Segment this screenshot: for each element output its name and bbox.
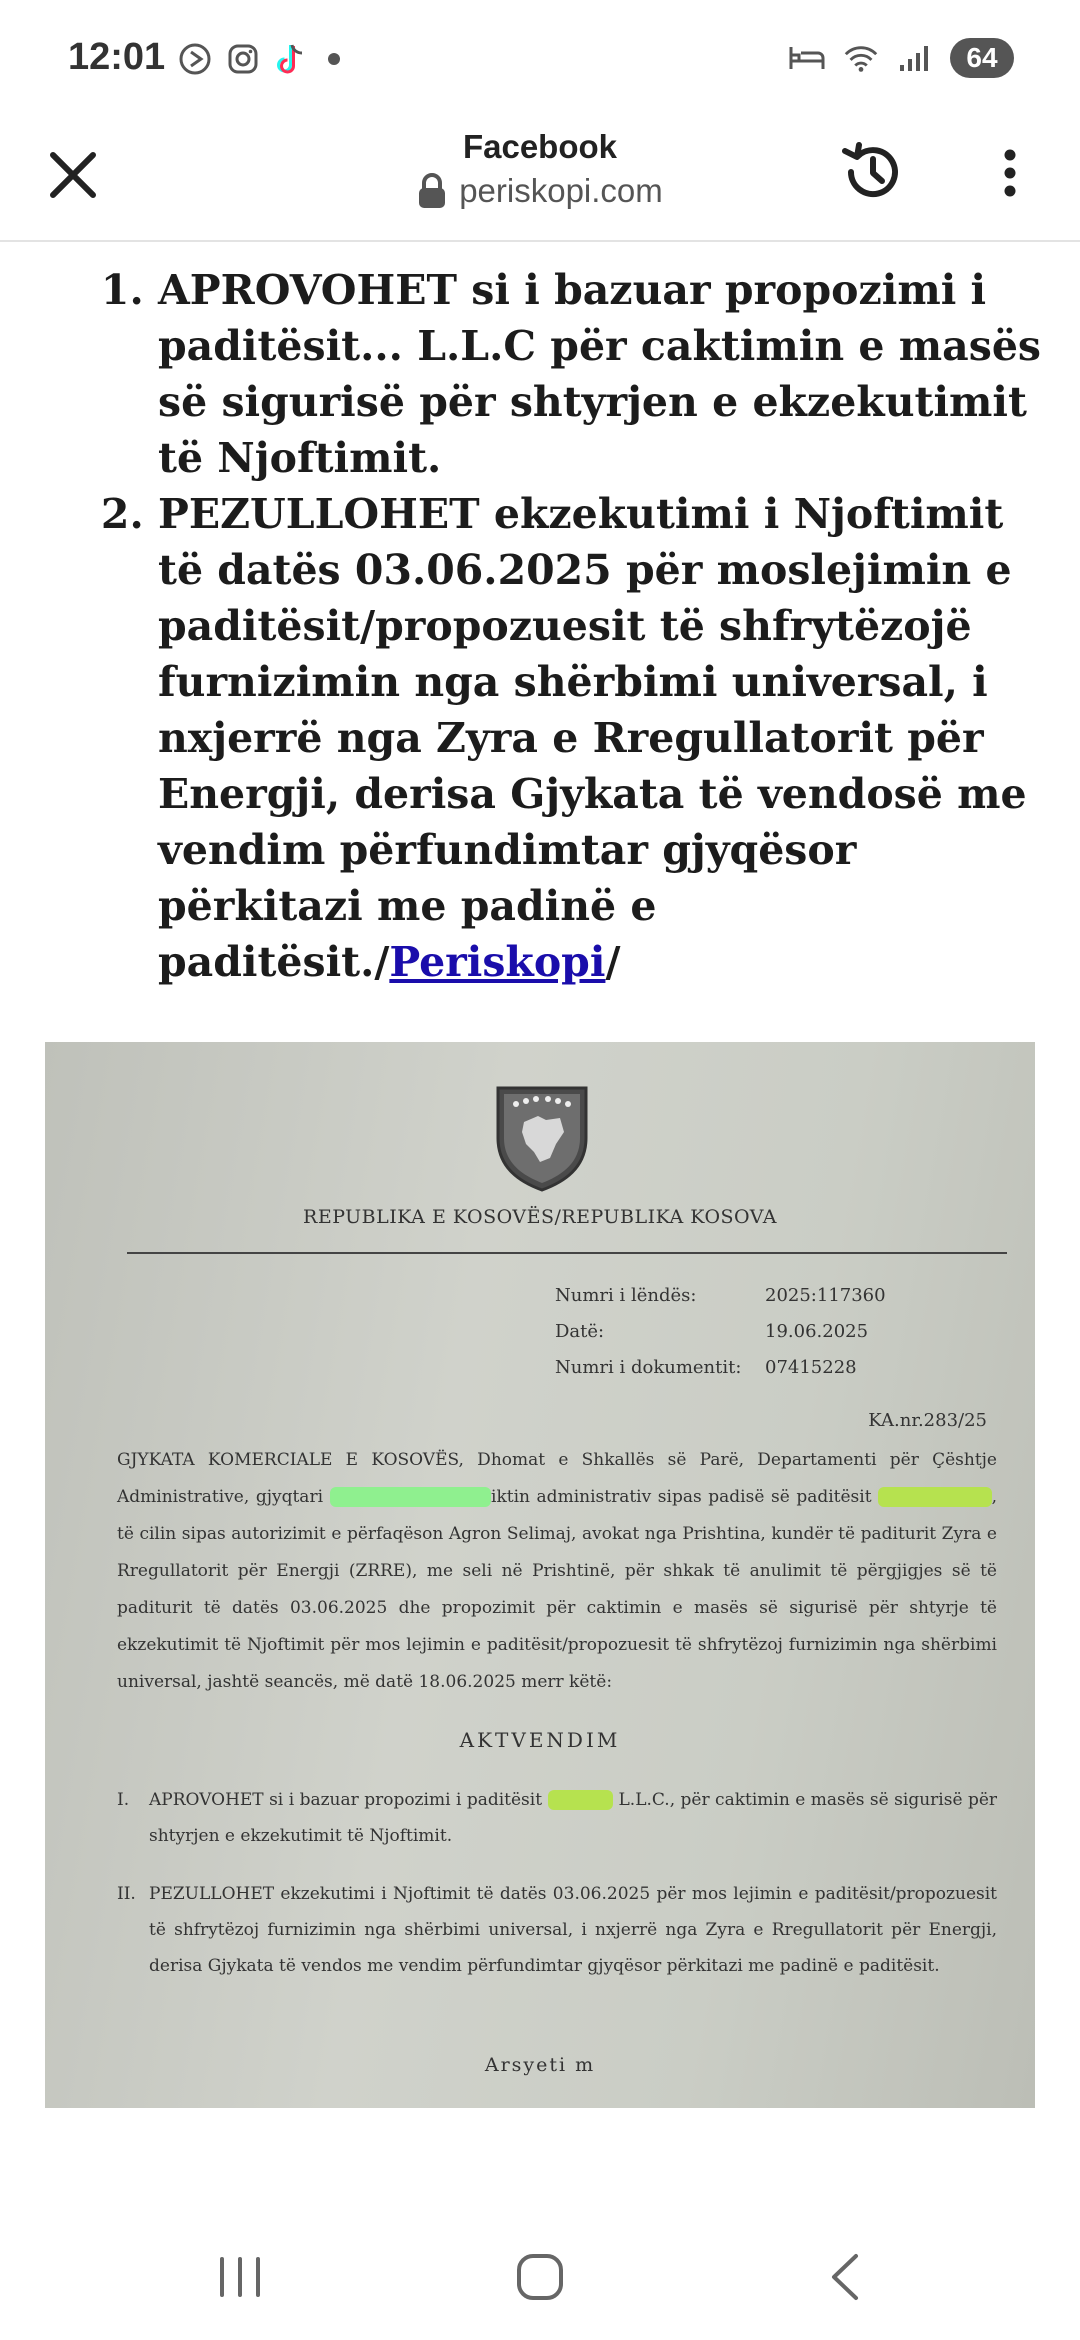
redaction-highlight: [330, 1487, 491, 1507]
close-button[interactable]: [40, 142, 106, 208]
document-paragraph: GJYKATA KOMERCIALE E KOSOVËS, Dhomat e Shkallës së Parë, Departamenti për Çështje Administrative, gjyqtari iktin administrativ sipas padisë së paditësit , të cilin sipas autorizimit e përfaqëson Agron Selimaj, avokat nga Prishtina, kundër të paditurit Zyra e Rregullatorit për Energji (ZRRE), me seli në Prishtinë, për shkak të anulimit të përgjigjes së të paditurit të datës 03.06.2025 dhe propozimit për caktimin e masës së sigurisë për shtyrje të ekzekutimit të Njoftimit për mos lejimin e paditësit/propozuesit të shfrytëzoj furnizimin nga shërbimi universal, jashtë seancës, më datë 18.06.2025 merr këtë:: [117, 1450, 998, 1692]
article-content: [0, 262, 1080, 990]
meta-row: Numri i dokumentit: 07415228: [555, 1357, 857, 1378]
case-number: KA.nr.283/25: [868, 1410, 987, 1431]
status-bar: [0, 0, 1080, 122]
navigation-bar: [0, 2220, 1080, 2340]
back-icon: [826, 2252, 862, 2302]
status-time: 12:01: [68, 36, 166, 78]
list-item: 1. APROVOHET si i bazuar propozimi i paditësit... L.L.C për caktimin e masës së sigurisë për shtyrjen e ekzekutimit të Njoftimit.: [158, 262, 1050, 486]
reasoning-heading: Arsyeti m: [484, 2054, 596, 2076]
redaction-highlight: [878, 1487, 991, 1507]
browser-header: [0, 122, 1080, 242]
document-photo[interactable]: [45, 1042, 1035, 2108]
wifi-icon: [842, 39, 880, 77]
bed-icon: [788, 39, 826, 77]
republic-header: REPUBLIKA E KOSOVËS/REPUBLIKA KOSOVA: [303, 1206, 777, 1228]
dot-icon: [328, 53, 340, 65]
status-icons-right: [788, 38, 1014, 78]
document-inner: [45, 1042, 1035, 2108]
close-icon: [47, 149, 99, 201]
title-wrap: [300, 128, 780, 210]
play-circle-icon: [176, 40, 214, 78]
more-vertical-icon: [1003, 148, 1017, 198]
list-item: 2. PEZULLOHET ekzekutimi i Njoftimit të datës 03.06.2025 për moslejimin e paditësit/propozuesit të shfrytëzojë furnizimin nga shërbimi universal, i nxjerrë nga Zyra e Rregullatorit për Energji, derisa Gjykata të vendosë me vendim përfundimtar gjyqësor përkitazi me padinë e paditësit./Periskopi/: [158, 486, 1050, 990]
signal-icon: [896, 39, 934, 77]
home-button[interactable]: [500, 2242, 580, 2312]
redaction-highlight: [548, 1790, 614, 1810]
history-icon: [837, 137, 907, 207]
article-list: [0, 262, 1080, 990]
ruling-heading: AKTVENDIM: [459, 1728, 621, 1752]
instagram-icon: [224, 40, 262, 78]
case-meta: [555, 1278, 886, 1386]
recent-apps-icon: [216, 2255, 264, 2299]
status-icons-left: [176, 40, 340, 78]
back-button[interactable]: [804, 2242, 884, 2312]
url-text: periskopi.com: [459, 172, 663, 209]
periskopi-link[interactable]: Periskopi: [389, 938, 606, 986]
meta-row: Numri i lëndës: 2025:117360: [555, 1285, 886, 1306]
battery-icon: 64: [950, 38, 1014, 78]
page-title: Facebook: [462, 128, 618, 165]
more-options-button[interactable]: [990, 138, 1030, 208]
ruling-item-2: II. PEZULLOHET ekzekutimi i Njoftimit të datës 03.06.2025 për mos lejimin e paditësit/propozuesit të shfrytëzoj furnizimin nga shërbimi universal, i nxjerrë nga Zyra e Rregullatorit për Energji, derisa Gjykata të vendos me vendim përfundimtar gjyqësor përkitazi me padinë e paditësit.: [117, 1884, 997, 1976]
recent-apps-button[interactable]: [200, 2242, 280, 2312]
ruling-item-1: I. APROVOHET si i bazuar propozimi i paditësit L.L.C., për caktimin e masës së sigurisë për shtyrjen e ekzekutimit të Njoftimit.: [117, 1790, 998, 1846]
kosovo-emblem-icon: [494, 1082, 590, 1192]
url-row[interactable]: [300, 172, 780, 210]
home-icon: [515, 2252, 565, 2302]
header-rule: [127, 1252, 1007, 1254]
lock-icon: [417, 173, 447, 209]
tiktok-icon: [272, 40, 310, 78]
history-button[interactable]: [834, 134, 910, 210]
meta-row: Datë: 19.06.2025: [555, 1321, 869, 1342]
